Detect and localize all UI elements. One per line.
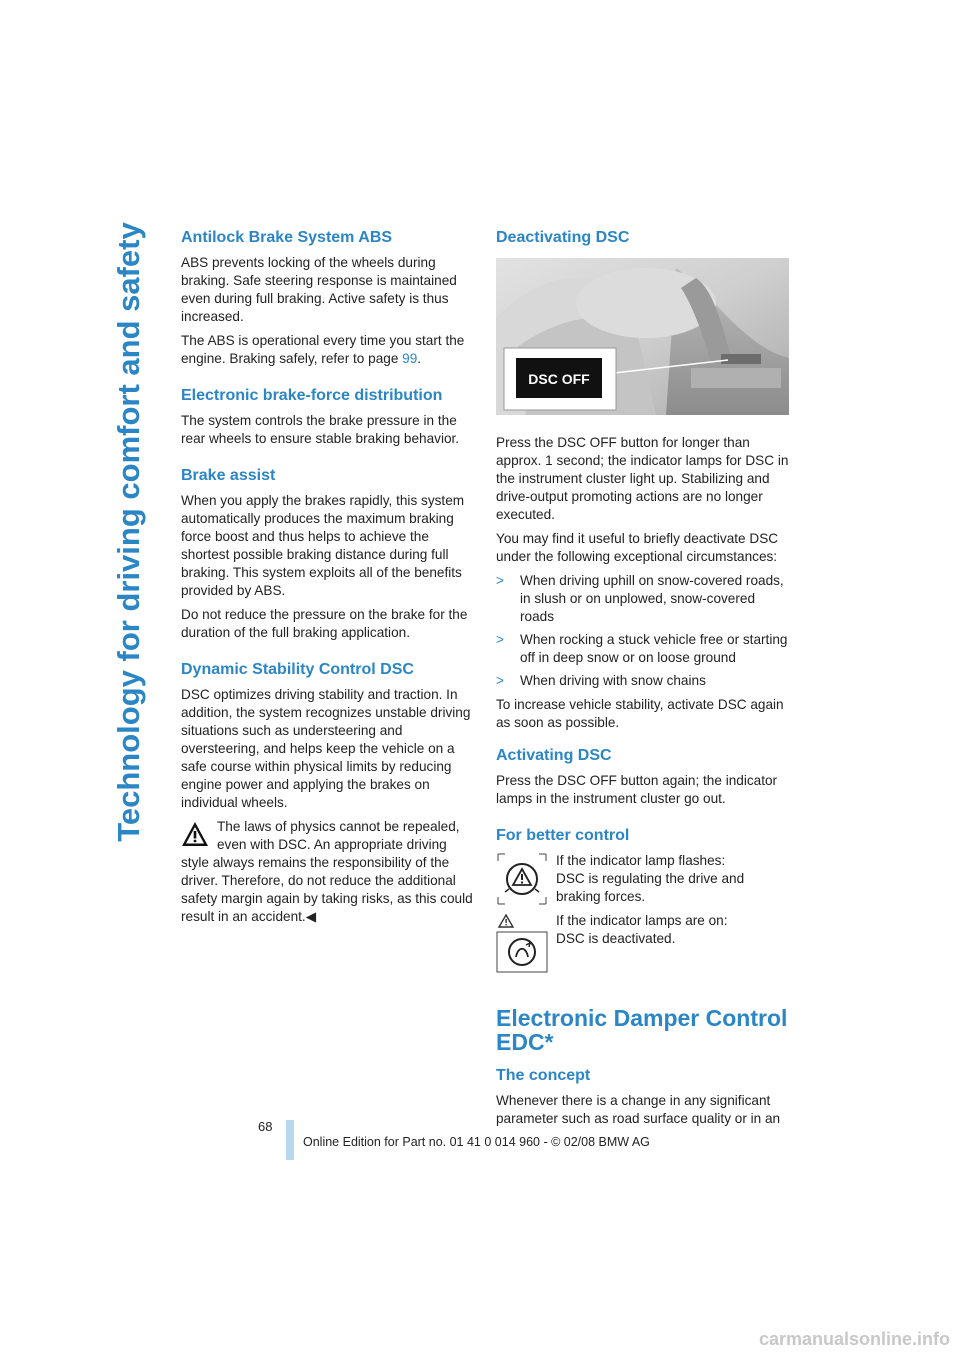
activating-heading: Activating DSC	[496, 747, 612, 764]
better-control-section	[496, 826, 792, 974]
brake-assist-section	[181, 466, 476, 642]
dsc-deactivated-indicator-icon	[496, 912, 548, 974]
indicator-flashing-text	[556, 852, 792, 906]
abs-section	[181, 228, 476, 368]
deactivating-paragraph-1: Press the DSC OFF button for longer than approx. 1 second; the indicator lamps for DSC in the instrument cluster light up. Stabilizing and drive-output promoting actions are no longer executed.	[496, 435, 789, 522]
end-of-warning-marker: ◀	[305, 909, 317, 924]
dsc-warning	[181, 818, 476, 926]
footer-accent-bar	[286, 1120, 294, 1160]
activating-paragraph: Press the DSC OFF button again; the indicator lamps in the instrument cluster go out.	[496, 773, 778, 806]
deactivating-heading: Deactivating DSC	[496, 229, 630, 246]
abs-paragraph-1: ABS prevents locking of the wheels during braking. Safe steering response is maintained even during full braking. Active safety is thus increased.	[181, 255, 457, 324]
warning-triangle-icon	[181, 820, 209, 848]
deactivating-paragraph-2: You may find it useful to briefly deactivate DSC under the following exceptional circumstances:	[496, 531, 779, 564]
dsc-heading: Dynamic Stability Control DSC	[181, 661, 414, 678]
ebd-paragraph: The system controls the brake pressure in the rear wheels to ensure stable braking behavior.	[181, 413, 460, 446]
indicator-flashing-line-1: If the indicator lamp flashes:	[556, 853, 726, 868]
page-number: 68	[258, 1119, 273, 1134]
deactivating-section	[496, 228, 792, 732]
list-item	[496, 572, 792, 626]
dsc-section	[181, 660, 476, 926]
list-item-text: When driving with snow chains	[520, 673, 706, 688]
right-column	[496, 228, 792, 1146]
brake-assist-paragraph-2: Do not reduce the pressure on the brake for the duration of the full braking application.	[181, 607, 468, 640]
watermark: carmanualsonline.info	[758, 1329, 950, 1349]
ebd-heading: Electronic brake-force distribution	[181, 387, 443, 404]
abs-paragraph-2	[181, 332, 476, 368]
sidebar-chapter-title	[104, 222, 154, 842]
bullet-marker: >	[496, 573, 504, 588]
dsc-flashing-indicator-icon	[496, 852, 548, 906]
brake-assist-paragraph-1: When you apply the brakes rapidly, this system automatically produces the maximum braking force boost and thus helps to achieve the shortest possible braking distance during full braking. This system exploits all of the benefits provided by ABS.	[181, 493, 465, 598]
indicator-on-text	[556, 912, 728, 974]
dsc-paragraph: DSC optimizes driving stability and traction. In addition, the system recognizes unstable driving situations such as understeering and oversteering, and helps keep the vehicle on a safe course within physical limits by reducing engine power and applying the brakes on individual wheels.	[181, 687, 471, 810]
indicator-on-line-1: If the indicator lamps are on:	[556, 913, 728, 928]
brake-assist-heading: Brake assist	[181, 467, 276, 484]
indicator-flashing-row	[496, 852, 792, 906]
activating-section	[496, 746, 792, 808]
concept-paragraph: Whenever there is a change in any significant parameter such as road surface quality or in an	[496, 1093, 781, 1126]
circumstances-list	[496, 572, 792, 690]
concept-heading: The concept	[496, 1067, 591, 1084]
indicator-flashing-line-2: DSC is regulating the drive and braking forces.	[556, 871, 745, 904]
list-item	[496, 672, 792, 690]
left-column	[181, 228, 476, 944]
edc-section	[496, 1006, 792, 1128]
page-reference-link[interactable]: 99	[402, 351, 418, 366]
ebd-section	[181, 386, 476, 448]
bullet-marker: >	[496, 632, 504, 647]
indicator-on-row	[496, 912, 792, 974]
list-item-text: When driving uphill on snow-covered roads, in slush or on unplowed, snow-covered roads	[520, 573, 784, 624]
abs-heading: Antilock Brake System ABS	[181, 229, 393, 246]
better-control-heading: For better control	[496, 827, 630, 844]
sidebar-title-text: Technology for driving comfort and safety	[111, 222, 146, 842]
dsc-off-image-label: DSC OFF	[528, 371, 590, 387]
dsc-off-button-photo	[496, 258, 789, 415]
list-item	[496, 631, 792, 667]
deactivating-paragraph-3: To increase vehicle stability, activate DSC again as soon as possible.	[496, 697, 784, 730]
footer-edition-text: Online Edition for Part no. 01 41 0 014 960 - © 02/08 BMW AG	[303, 1135, 650, 1149]
warning-text: The laws of physics cannot be repealed, even with DSC. An appropriate driving style always remains the responsibility of the driver. Therefore, do not reduce the additional safety margin again by taking risks, as this could result in an accident.	[181, 819, 473, 924]
list-item-text: When rocking a stuck vehicle free or starting off in deep snow or on loose ground	[520, 632, 788, 665]
abs-p2-text: The ABS is operational every time you start the engine. Braking safely, refer to page	[181, 333, 465, 366]
indicator-on-line-2: DSC is deactivated.	[556, 931, 676, 946]
bullet-marker: >	[496, 673, 504, 688]
edc-heading: Electronic Damper Control EDC*	[496, 1005, 788, 1055]
abs-p2-suffix: .	[417, 351, 422, 366]
